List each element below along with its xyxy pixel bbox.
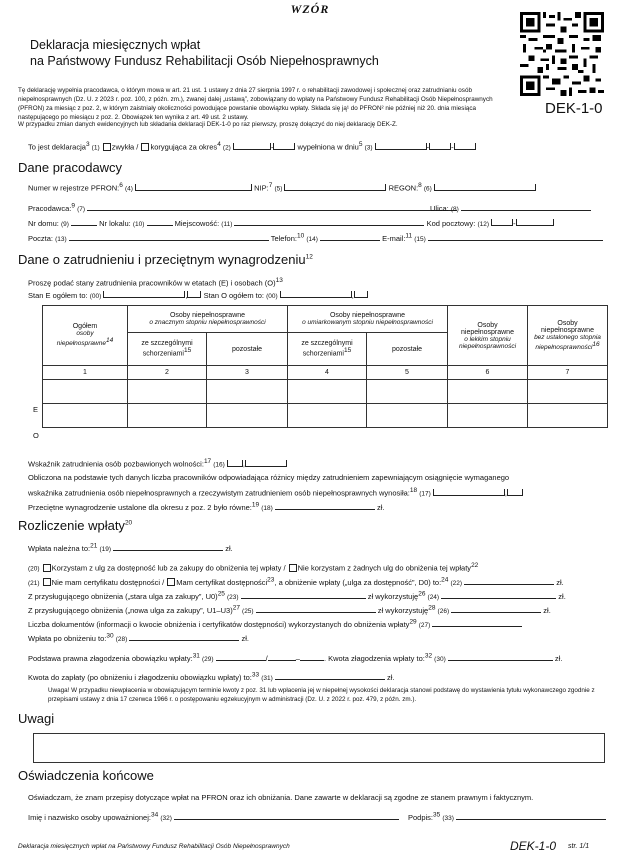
row-o-cell[interactable] [528,404,608,428]
footer-form-name: Deklaracja miesięcznych wpłat na Państwowy Fundusz Rehabilitacji Osób Niepełnosprawnych [18,843,290,850]
legal-basis-part3-field[interactable] [300,652,324,661]
section-settlement-heading: Rozliczenie wpłaty$^{20}$ [18,518,133,533]
employment-table [42,305,608,428]
col-significant-other-header: pozostałe [207,333,288,366]
contact-row: Poczta: (13) Telefon:$^{10}$ (14) E-mail:$^{11}$ (15) [28,232,603,243]
row-o-cell[interactable] [288,404,367,428]
missing-workers-decimal-field[interactable] [507,489,523,496]
old-relief-row: Z przysługującego obniżenia („stara ulga za zakupy”, U0)$^{25}$ (23) zł wykorzystuję$^{26}$ (24) zł. [28,590,566,601]
row-e-cell[interactable] [367,380,448,404]
documents-count-row: Liczba dokumentów (informacji o kwocie obniżenia i certyfikatów dostępności) wykorzystanych do obniżenia wpłaty$^{29}$ (27) [28,618,522,629]
house-number-field[interactable] [71,217,97,226]
mitigation-amount-field[interactable] [448,652,553,661]
regon-field[interactable] [434,184,536,191]
total-e-decimal-field[interactable] [187,291,201,298]
legal-basis-row: Podstawa prawna złagodzenia obowiązku wpłaty:$^{31}$ (29) / – . Kwota złagodzenia wpłaty to:$^{32}$ (30) zł. [28,652,563,663]
wzor-label: WZÓR [290,2,330,16]
col-significant-special-header: ze szczególnymi schorzeniami$^{15}$ [128,333,207,366]
due-payment-row: Wpłata należna to:$^{21}$ (19) zł. [28,542,233,553]
col-number: 5 [367,366,448,380]
phone-field[interactable] [320,232,380,241]
section-employer-heading: Dane pracodawcy [18,160,123,175]
form-title-line2: na Państwowy Fundusz Rehabilitacji Osób Niepełnosprawnych [30,54,379,68]
city-field[interactable] [234,217,424,226]
section-employment-heading: Dane o zatrudnieniu i przeciętnym wynagrodzeniu$^{12}$ [18,252,313,267]
col-number: 2 [128,366,207,380]
calc-text-line2: wskaźnika zatrudnienia osób niepełnosprawnych a rzeczywistym zatrudnieniem osób niepełnosprawnych wynosiła:$^{18}$ (17) , [28,487,523,498]
row-o-label: O [33,431,39,440]
declaration-type-line: To jest deklaracja$^3$ (1) zwykła / korygująca za okres$^4$ (2) - wypełniona w dniu$^5$ (3) - - [28,141,476,152]
legal-basis-part2-field[interactable] [268,652,296,661]
pfron-number-field[interactable] [135,184,252,191]
street-row: Ulica: (8) [430,202,591,213]
footer-form-code: DEK-1-0 [510,839,557,853]
row-o-cell[interactable] [43,404,128,428]
calc-text-line1: Obliczona na podstawie tych danych liczba pracowników odpowiadająca różnicy między zatrudnieniem zapewniającym osiągnięcie wymaganego [28,473,510,482]
prisoner-index-dec-field[interactable] [245,460,287,467]
period-year-field[interactable] [273,143,295,150]
nip-field[interactable] [284,184,386,191]
col-moderate-header: Osoby niepełnosprawne o umiarkowanym stopniu niepełnosprawności [288,306,448,333]
intro-text-2: W przypadku zmian danych ewidencyjnych lub składania deklaracji DEK-1-0 po raz pierwszy, proszę dołączyć do niej deklarację DEK-Z. [18,121,398,128]
final-statement: Oświadczam, że znam przepisy dotyczące wpłat na PFRON oraz ich obniżania. Dane zawarte w deklaracji są zgodne ze stanem prawnym i faktycznym. [28,793,534,802]
form-code: DEK-1-0 [545,100,603,117]
flat-number-field[interactable] [147,217,173,226]
row-e-label: E [33,405,39,414]
row-e-cell[interactable] [43,380,128,404]
col-number: 1 [43,366,128,380]
fill-date-year-field[interactable] [454,143,476,150]
row-o-cell[interactable] [128,404,207,428]
employer-name-row: Pracodawca:$^9$ (7) [28,202,457,213]
new-relief-available-field[interactable] [256,604,376,613]
certificate-row: (21) Nie mam certyfikatu dostępności / Mam certyfikat dostępności$^{23}$, a obniżenie wpłaty („ulga za dostępność”, D0) to:$^{24}$ (22) zł. [28,576,564,587]
new-relief-row: Z przysługującego obniżenia („nowa ulga za zakupy”, U1–U3)$^{27}$ (25) zł wykorzystuję$^{28}$ (26) zł. [28,604,551,615]
col-significant-header: Osoby niepełnosprawne o znacznym stopniu niepełnosprawności [128,306,288,333]
row-e-cell[interactable] [207,380,288,404]
pfron-row: Numer w rejestrze PFRON:$^6$ (4) NIP:$^7$ (5) REGON:$^8$ (6) [28,182,536,193]
authorized-person-field[interactable] [174,811,399,820]
remarks-textarea[interactable] [33,733,605,763]
total-o-field[interactable] [280,291,352,298]
amount-to-pay-row: Kwota do zapłaty (po obniżeniu i złagodzeniu obowiązku wpłaty) to:$^{33}$ (31) zł. [28,671,395,682]
relief-choice-row: (20) Korzystam z ulg za dostępność lub za zakupy do obniżenia tej wpłaty / Nie korzystam z żadnych ulg do obniżenia tej wpłaty$^{22}$ [28,562,479,573]
old-relief-used-field[interactable] [441,590,556,599]
warning-note: Uwaga! W przypadku niewpłacenia w obowiązującym terminie kwoty z poz. 31 lub wpłacenia jej w niepełnej wysokości deklaracja stanowi podstawę do wystawienia tytułu wykonawczego zgodnie z przepisami ustawy z dnia 17 czerwca 1966 r. o postępowaniu egzekucyjnym w administracji (Dz. U. z 2022 r. poz. 479, z późn. zm.). [48,687,595,703]
fill-date-month-field[interactable] [429,143,451,150]
use-relief-checkbox[interactable] [43,564,51,572]
row-e-cell[interactable] [528,380,608,404]
fill-date-day-field[interactable] [375,143,427,150]
section-final-heading: Oświadczenia końcowe [18,768,154,783]
row-e-cell[interactable] [128,380,207,404]
correction-checkbox[interactable] [141,143,149,151]
row-e-cell[interactable] [448,380,528,404]
form-title-line1: Deklaracja miesięcznych wpłat [30,38,201,52]
avg-salary-field[interactable] [275,501,375,510]
col-number: 4 [288,366,367,380]
intro-text: Tę deklarację wypełnia pracodawca, o którym mowa w art. 21 ust. 1 ustawy z dnia 27 sierpnia 1997 r. o rehabilitacji zawodowej i społecznej oraz zatrudnianiu osób niepełnosprawnych (Dz. U. z 2023 r. poz. 100, z późn. zm.), zwanej dalej „ustawą”, zobowiązany do wpłaty na Państwowy Fundusz Rehabilitacji Osób Niepełnosprawnych (PFRON) za miesiąc z poz. 2, w którym zaistniały okoliczności powodujące powstanie obowiązku wpłaty. Składa się ją¹ do PFRON² nie później niż 20. dnia miesiąca następującego po miesiącu z poz. 2. Obowiązek ten wynika z art. 49 ust. 2 ustawy. [18,87,493,121]
section-remarks-heading: Uwagi [18,711,55,726]
old-relief-available-field[interactable] [241,590,366,599]
regular-checkbox[interactable] [103,143,111,151]
col-moderate-other-header: pozostałe [367,333,448,366]
postcode-part2-field[interactable] [516,219,554,226]
period-month-field[interactable] [233,143,271,150]
col-number: 7 [528,366,608,380]
col-undetermined-header: Osoby niepełnosprawne bez ustalonego stopnia niepełnosprawności$^{16}$ [528,306,608,366]
missing-workers-field[interactable] [433,489,505,496]
row-e-cell[interactable] [288,380,367,404]
documents-count-field[interactable] [432,618,522,627]
qr-code-icon [520,12,604,96]
totals-row: Stan E ogółem to: (00) , Stan O ogółem to: (00) , [28,291,368,300]
postcode-part1-field[interactable] [491,219,513,226]
amount-to-pay-field[interactable] [275,671,385,680]
row-o-cell[interactable] [367,404,448,428]
col-total-header: Ogółem osoby niepełnosprawne$^{14}$ [43,306,128,366]
has-certificate-checkbox[interactable] [167,578,175,586]
address-row: Nr domu: (9) Nr lokalu: (10) Miejscowość: (11) Kod pocztowy: (12) - [28,217,554,228]
signature-row: Podpis:$^{35}$ (33) [408,811,606,822]
row-o-cell[interactable] [207,404,288,428]
street-field[interactable] [461,202,591,211]
payment-after-relief-field[interactable] [129,632,239,641]
employer-name-field[interactable] [87,202,457,211]
email-field[interactable] [428,232,603,241]
signature-field[interactable] [456,811,606,820]
col-moderate-special-header: ze szczególnymi schorzeniami$^{15}$ [288,333,367,366]
accessibility-relief-field[interactable] [464,576,554,585]
col-light-header: Osoby niepełnosprawne o lekkim stopniu niepełnosprawności [448,306,528,366]
footer-page-number: str. 1/1 [568,843,590,850]
prisoner-index-int-field[interactable] [227,460,243,467]
employment-intro: Proszę podać stany zatrudnienia pracowników w etatach (E) i osobach $(O)^{13}$ [28,277,283,288]
col-number: 6 [448,366,528,380]
no-certificate-checkbox[interactable] [43,578,51,586]
col-number: 3 [207,366,288,380]
total-o-decimal-field[interactable] [354,291,368,298]
prisoner-index-row: Wskaźnik zatrudnienia osób pozbawionych wolności:$^{17}$ (16) , [28,458,287,469]
row-o-cell[interactable] [448,404,528,428]
payment-after-relief-row: Wpłata po obniżeniu to:$^{30}$ (28) zł. [28,632,249,643]
total-e-field[interactable] [103,291,185,298]
due-payment-field[interactable] [113,542,223,551]
no-relief-checkbox[interactable] [289,564,297,572]
authorized-person-row: Imię i nazwisko osoby upoważnionej:$^{34}$ (32) [28,811,399,822]
post-office-field[interactable] [69,232,269,241]
new-relief-used-field[interactable] [451,604,541,613]
avg-salary-row: Przeciętne wynagrodzenie ustalone dla okresu z poz. 2 było równe:$^{19}$ (18) zł. [28,501,385,512]
legal-basis-part1-field[interactable] [216,652,266,661]
